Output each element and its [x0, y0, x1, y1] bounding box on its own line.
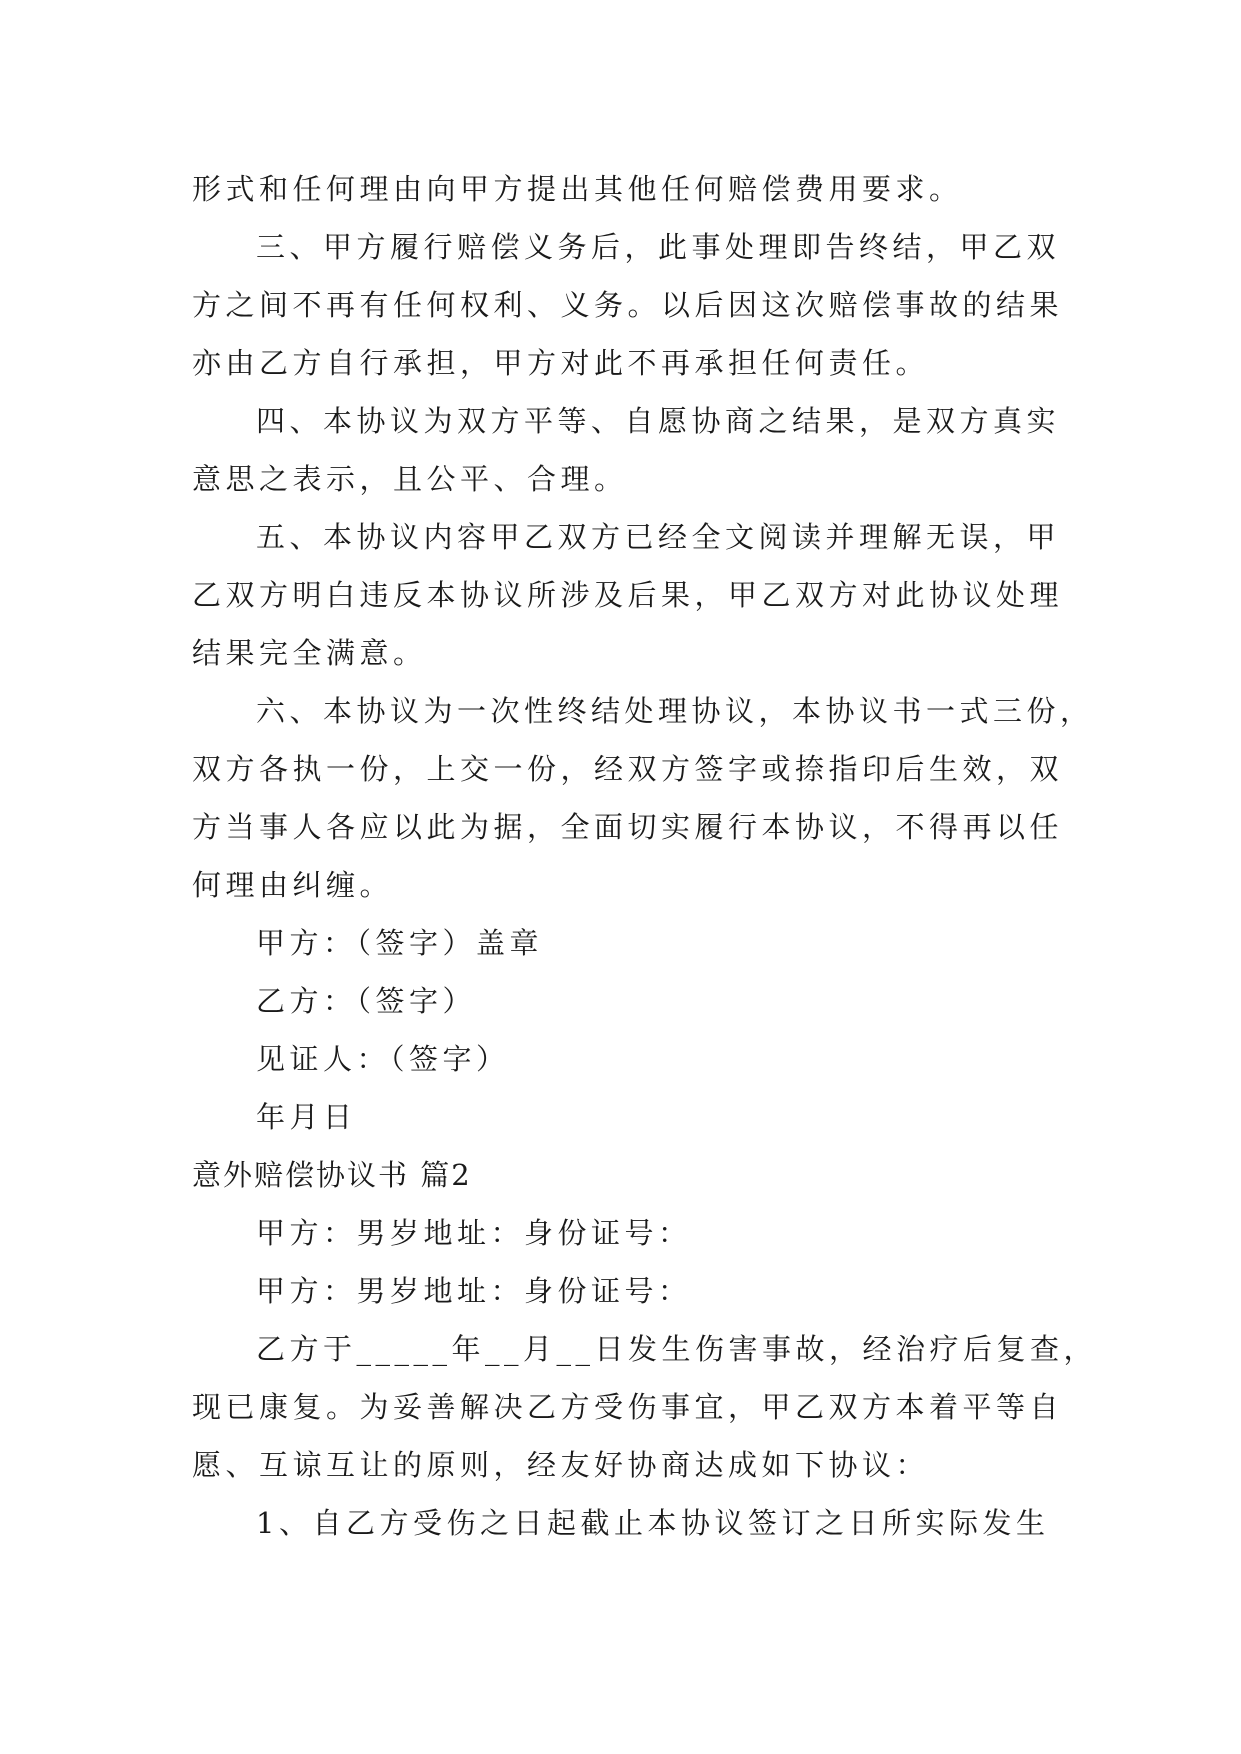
paragraph-line: 意思之表示，且公平、合理。: [192, 462, 628, 496]
paragraph-line: 乙双方明白违反本协议所涉及后果，甲乙双方对此协议处理: [192, 578, 1064, 612]
section-heading: 意外赔偿协议书 篇2: [192, 1158, 472, 1192]
party-a-info: 甲方：男岁地址：身份证号：: [256, 1216, 692, 1250]
party-a-signature: 甲方：（签字）盖章: [256, 926, 544, 960]
document-body: [192, 160, 1098, 1552]
paragraph-line: 亦由乙方自行承担，甲方对此不再承担任何责任。: [192, 346, 930, 380]
clause-five-line: 五、本协议内容甲乙双方已经全文阅读并理解无误，甲: [256, 520, 1061, 554]
witness-signature: 见证人：（签字）: [256, 1042, 510, 1076]
date-line: 年月日: [256, 1100, 357, 1134]
party-a-info: 甲方：男岁地址：身份证号：: [256, 1274, 692, 1308]
party-b-signature: 乙方：（签字）: [256, 984, 477, 1018]
paragraph-line: 形式和任何理由向甲方提出其他任何赔偿费用要求。: [192, 172, 963, 206]
paragraph-line: 方当事人各应以此为据，全面切实履行本协议，不得再以任: [192, 810, 1064, 844]
clause-six-line: 六、本协议为一次性终结处理协议，本协议书一式三份，: [256, 694, 1094, 728]
item-one-line: 1、自乙方受伤之日起截止本协议签订之日所实际发生: [256, 1506, 1050, 1540]
paragraph-line: 双方各执一份，上交一份，经双方签字或捺指印后生效，双: [192, 752, 1064, 786]
clause-three-line: 三、甲方履行赔偿义务后，此事处理即告终结，甲乙双: [256, 230, 1061, 264]
clause-four-line: 四、本协议为双方平等、自愿协商之结果，是双方真实: [256, 404, 1061, 438]
paragraph-line: 现已康复。为妥善解决乙方受伤事宜，甲乙双方本着平等自: [192, 1390, 1064, 1424]
paragraph-line: 结果完全满意。: [192, 636, 427, 670]
incident-paragraph-line: 乙方于_____年__月__日发生伤害事故，经治疗后复查，: [256, 1332, 1098, 1366]
paragraph-line: 方之间不再有任何权利、义务。以后因这次赔偿事故的结果: [192, 288, 1064, 322]
paragraph-line: 愿、互谅互让的原则，经友好协商达成如下协议：: [192, 1448, 930, 1482]
paragraph-line: 何理由纠缠。: [192, 868, 394, 902]
